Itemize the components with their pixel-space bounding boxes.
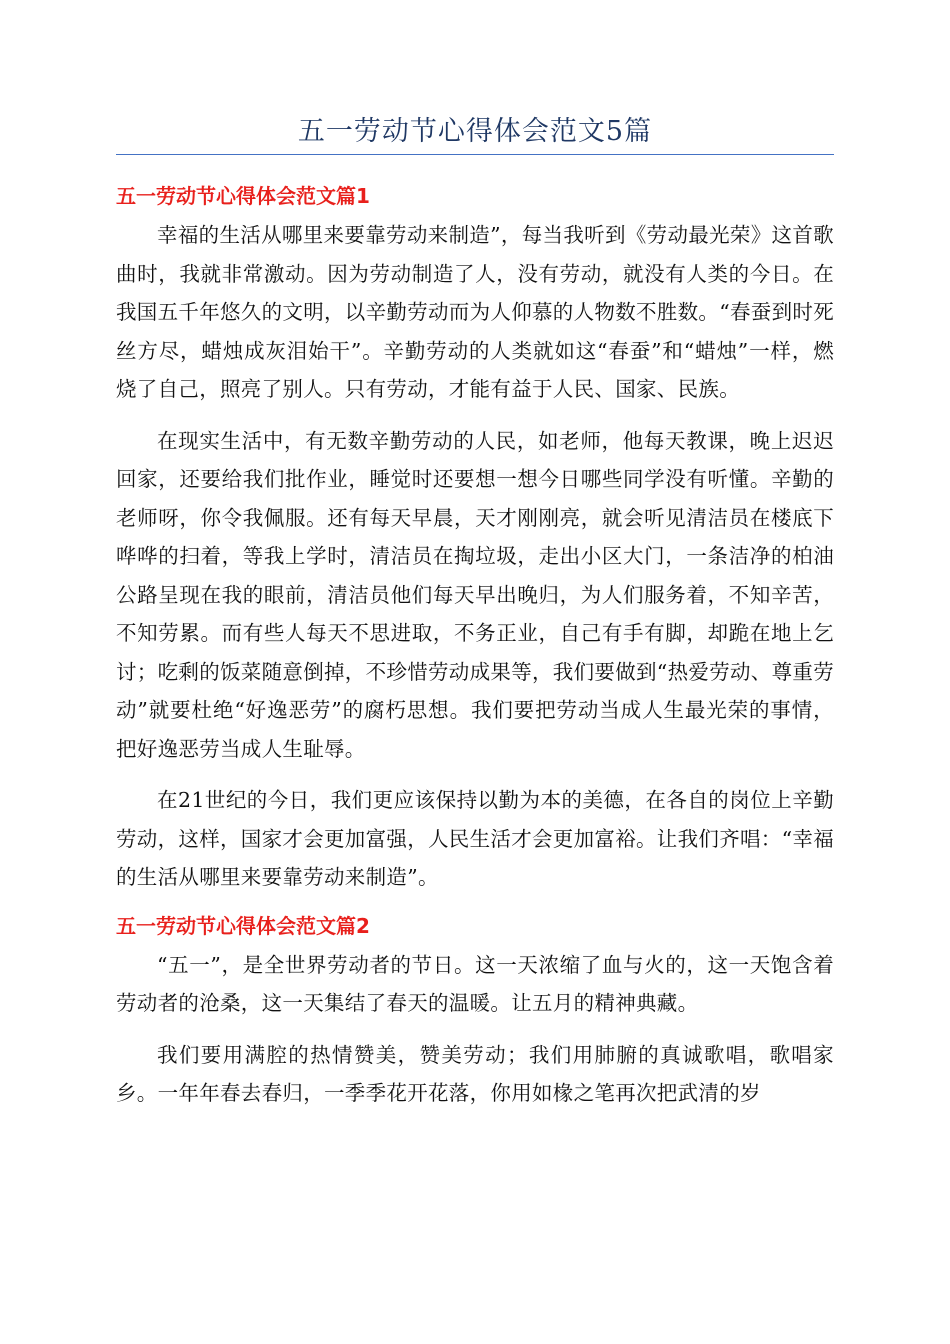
section-2-paragraph-1: “五一”，是全世界劳动者的节日。这一天浓缩了血与火的，这一天饱含着劳动者的沧桑，这一天集结了春天的温暖。让五月的精神典藏。 bbox=[116, 952, 834, 1015]
section-1-paragraph-2: 在现实生活中，有无数辛勤劳动的人民，如老师，他每天教课，晚上迟迟回家，还要给我们批作业，睡觉时还要想一想今日哪些同学没有听懂。辛勤的老师呀，你令我佩服。还有每天早晨，天才刚刚亮，就会听见清洁员在楼底下哗哗的扫着，等我上学时，清洁员在掏垃圾，走出小区大门，一条洁净的柏油公路呈现在我的眼前，清洁员他们每天早出晚归，为人们服务着，不知辛苦，不知劳累。而有些人每天不思进取，不务正业，自己有手有脚，却跪在地上乞讨；吃剩的饭菜随意倒掉，不珍惜劳动成果等，我们要做到“热爱劳动、尊重劳动”就要杜绝“好逸恶劳”的腐朽思想。我们要把劳动当成人生最光荣的事情，把好逸恶劳当成人生耻辱。 bbox=[116, 428, 834, 761]
title-underline bbox=[116, 154, 834, 155]
document-title: 五一劳动节心得体会范文5篇 bbox=[297, 116, 653, 147]
section-2-paragraph-2: 我们要用满腔的热情赞美，赞美劳动；我们用肺腑的真诚歌唱，歌唱家乡。一年年春去春归，一季季花开花落，你用如椽之笔再次把武清的岁 bbox=[116, 1042, 834, 1105]
section-1-paragraph-3: 在21世纪的今日，我们更应该保持以勤为本的美德，在各自的岗位上辛勤劳动，这样，国家才会更加富强，人民生活才会更加富裕。让我们齐唱：“幸福的生活从哪里来要靠劳动来制造”。 bbox=[116, 788, 834, 889]
section-1-heading: 五一劳动节心得体会范文篇1 bbox=[116, 184, 370, 208]
section-2-heading: 五一劳动节心得体会范文篇2 bbox=[116, 913, 370, 938]
section-1 bbox=[116, 176, 834, 897]
section-1-paragraph-1: 幸福的生活从哪里来要靠劳动来制造”，每当我听到《劳动最光荣》这首歌曲时，我就非常激动。因为劳动制造了人，没有劳动，就没有人类的今日。在我国五千年悠久的文明，以辛勤劳动而为人仰慕的人物数不胜数。“春蚕到时死丝方尽，蜡烛成灰泪始干”。辛勤劳动的人类就如这“春蚕”和“蜡烛”一样，燃烧了自己，照亮了别人。只有劳动，才能有益于人民、国家、民族。 bbox=[116, 223, 834, 401]
document-body bbox=[116, 176, 834, 1126]
section-2 bbox=[116, 906, 834, 1113]
